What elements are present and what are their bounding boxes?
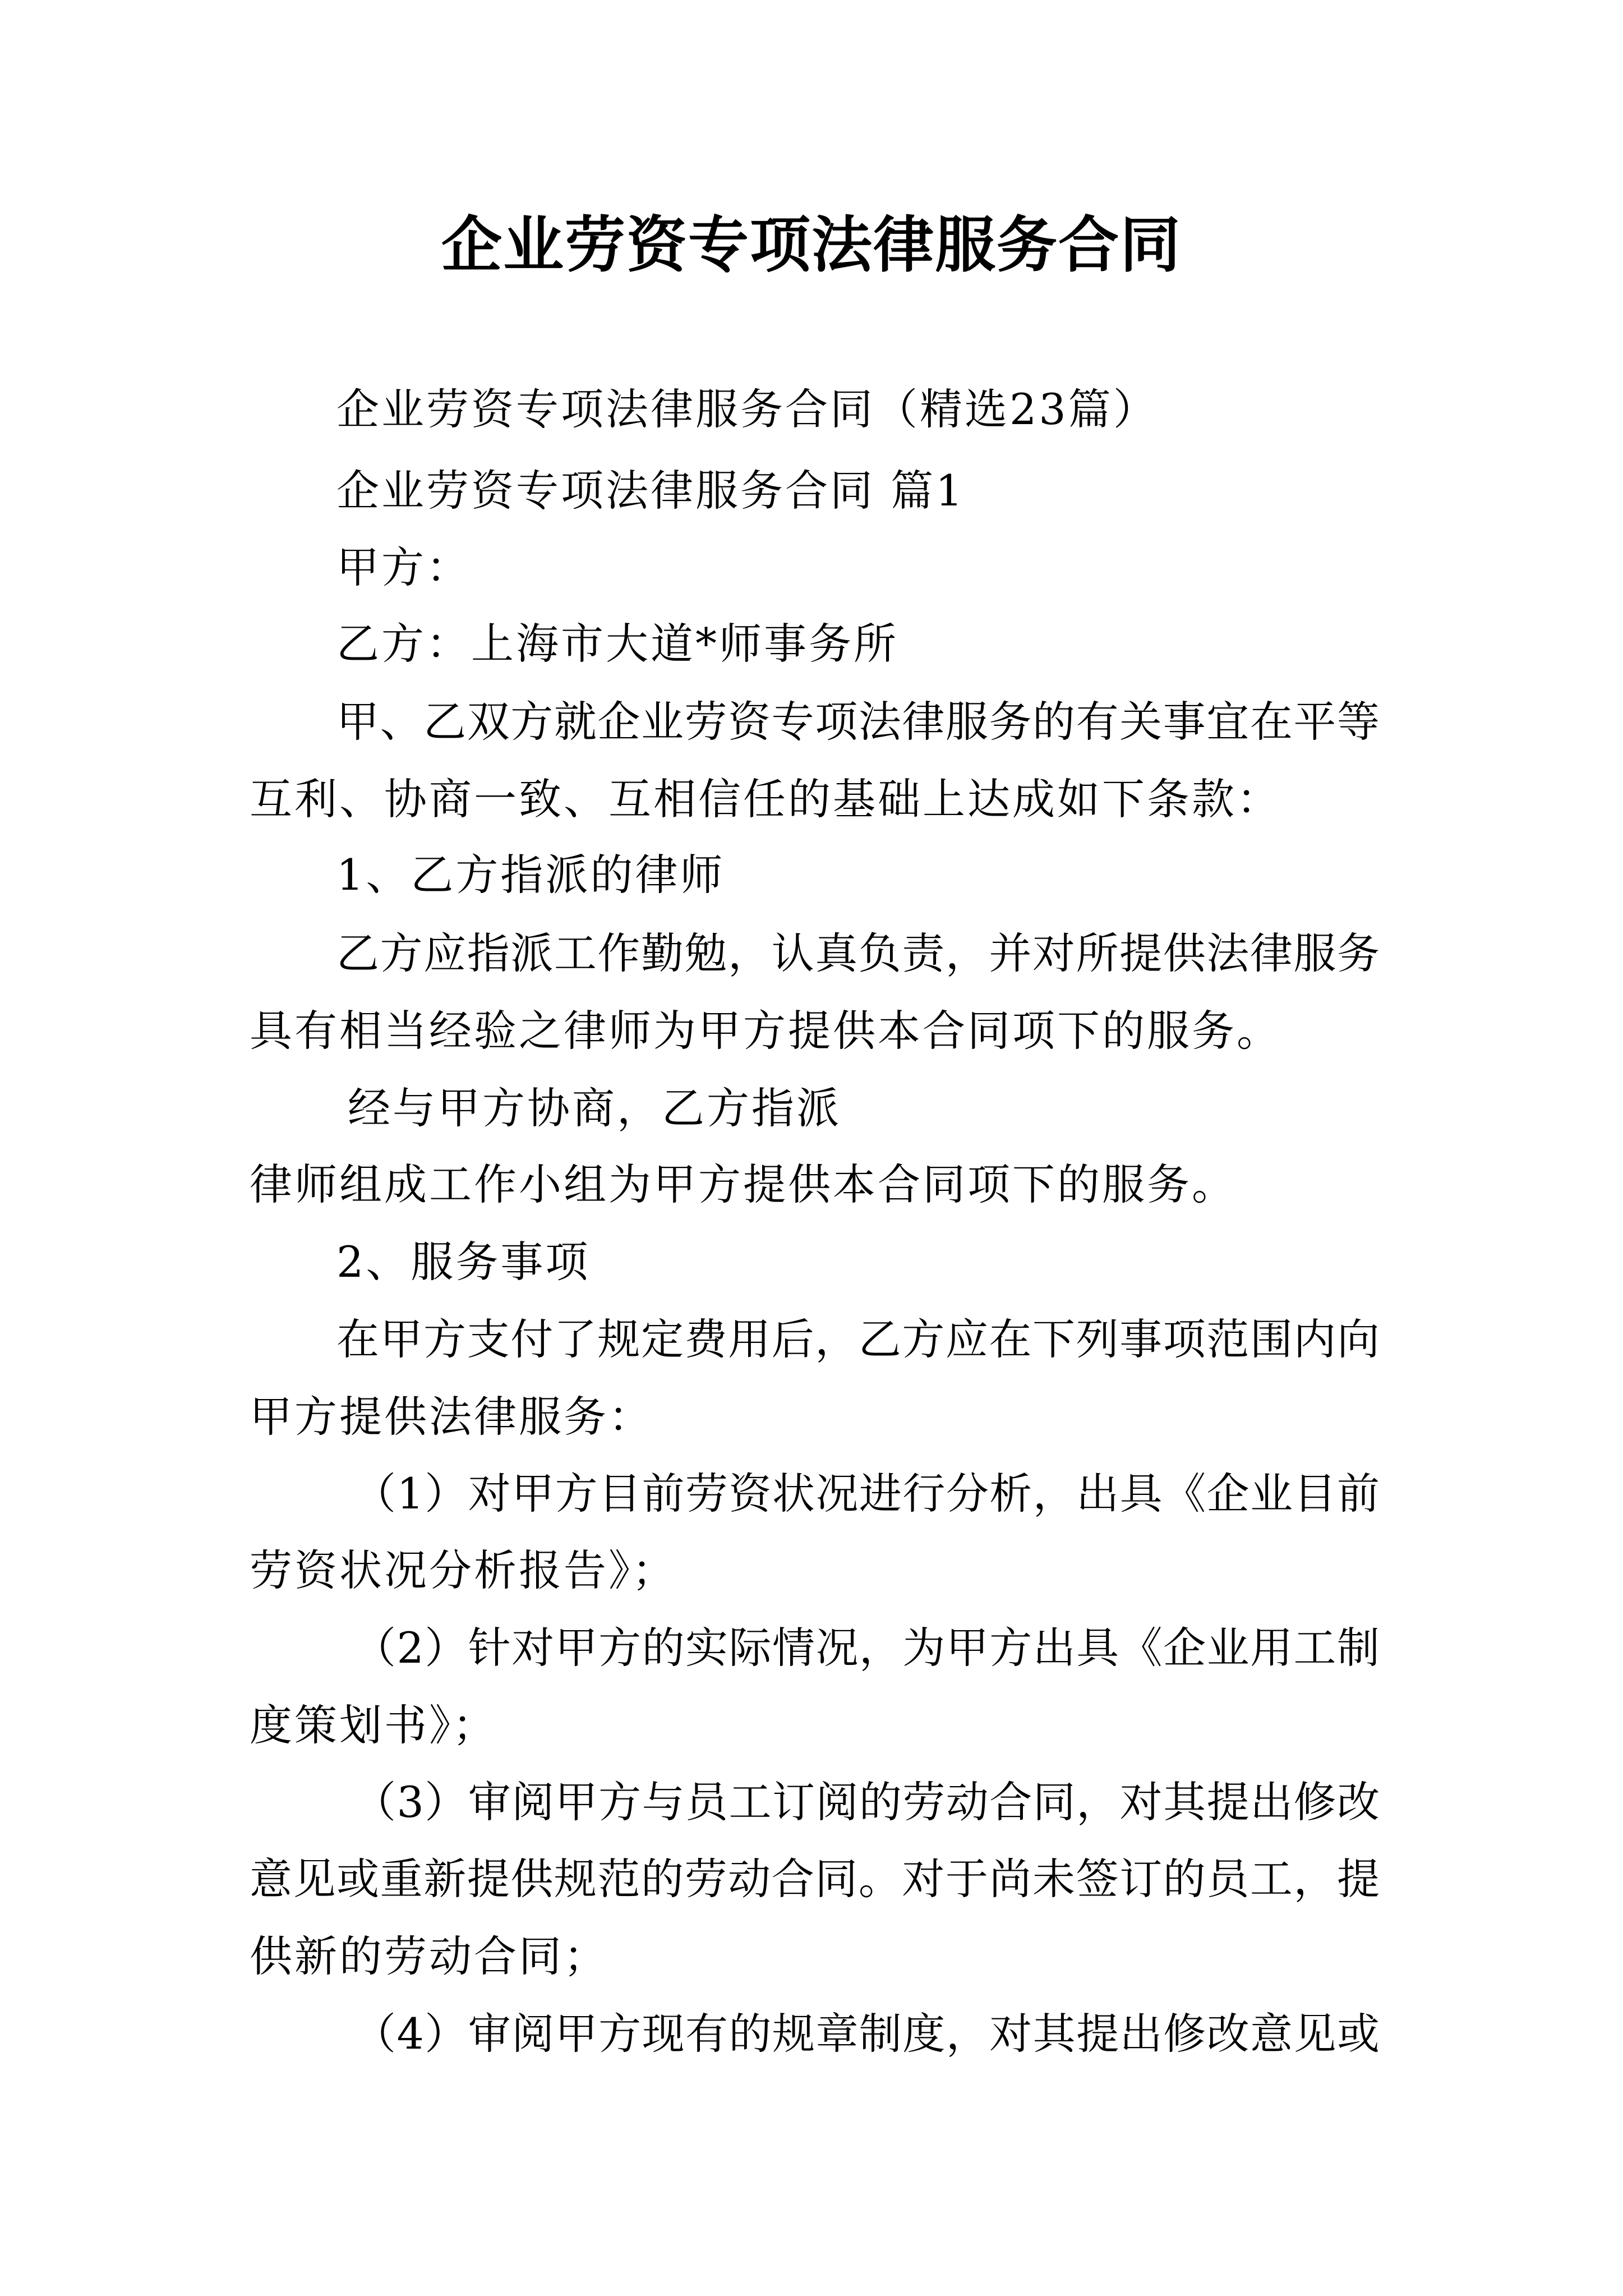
paragraph-line: 企业劳资专项法律服务合同 篇1 bbox=[336, 466, 965, 516]
paragraph-line: 乙方：上海市大道*师事务所 bbox=[336, 619, 898, 669]
document-title: 企业劳资专项法律服务合同 bbox=[441, 210, 1182, 280]
paragraph-line: 甲方： bbox=[336, 542, 471, 592]
paragraph-line: （1）对甲方目前劳资状况进行分析，出具《企业目前 bbox=[353, 1469, 1380, 1519]
paragraph-line: 在甲方支付了规定费用后，乙方应在下列事项范围内向 bbox=[336, 1314, 1380, 1364]
paragraph-line: （2）针对甲方的实际情况，为甲方出具《企业用工制 bbox=[353, 1623, 1380, 1673]
paragraph-line: 甲方提供法律服务： bbox=[250, 1392, 653, 1442]
paragraph-line: 律师组成工作小组为甲方提供本合同项下的服务。 bbox=[250, 1159, 1237, 1209]
paragraph-line: （3）审阅甲方与员工订阅的劳动合同，对其提出修改 bbox=[353, 1777, 1380, 1827]
paragraph-line: 互利、协商一致、互相信任的基础上达成如下条款： bbox=[250, 774, 1281, 824]
paragraph-line: 劳资状况分析报告》； bbox=[250, 1545, 677, 1595]
paragraph-line: 意见或重新提供规范的劳动合同。对于尚未签订的员工，提 bbox=[250, 1854, 1380, 1904]
paragraph-line: 具有相当经验之律师为甲方提供本合同项下的服务。 bbox=[250, 1006, 1281, 1056]
paragraph-line: 乙方应指派工作勤勉，认真负责，并对所提供法律服务 bbox=[336, 928, 1380, 978]
paragraph-line: （4）审阅甲方现有的规章制度，对其提出修改意见或 bbox=[353, 2009, 1380, 2059]
paragraph-line: 1、乙方指派的律师 bbox=[336, 850, 725, 900]
paragraph-line: 2、服务事项 bbox=[336, 1237, 591, 1287]
paragraph-line: 经与甲方协商，乙方指派 bbox=[348, 1083, 841, 1133]
paragraph-line: 供新的劳动合同； bbox=[250, 1931, 608, 1981]
paragraph-line: 度策划书》； bbox=[250, 1700, 497, 1750]
paragraph-line: 甲、乙双方就企业劳资专项法律服务的有关事宜在平等 bbox=[336, 697, 1380, 747]
paragraph-line: 企业劳资专项法律服务合同（精选23篇） bbox=[336, 384, 1158, 434]
